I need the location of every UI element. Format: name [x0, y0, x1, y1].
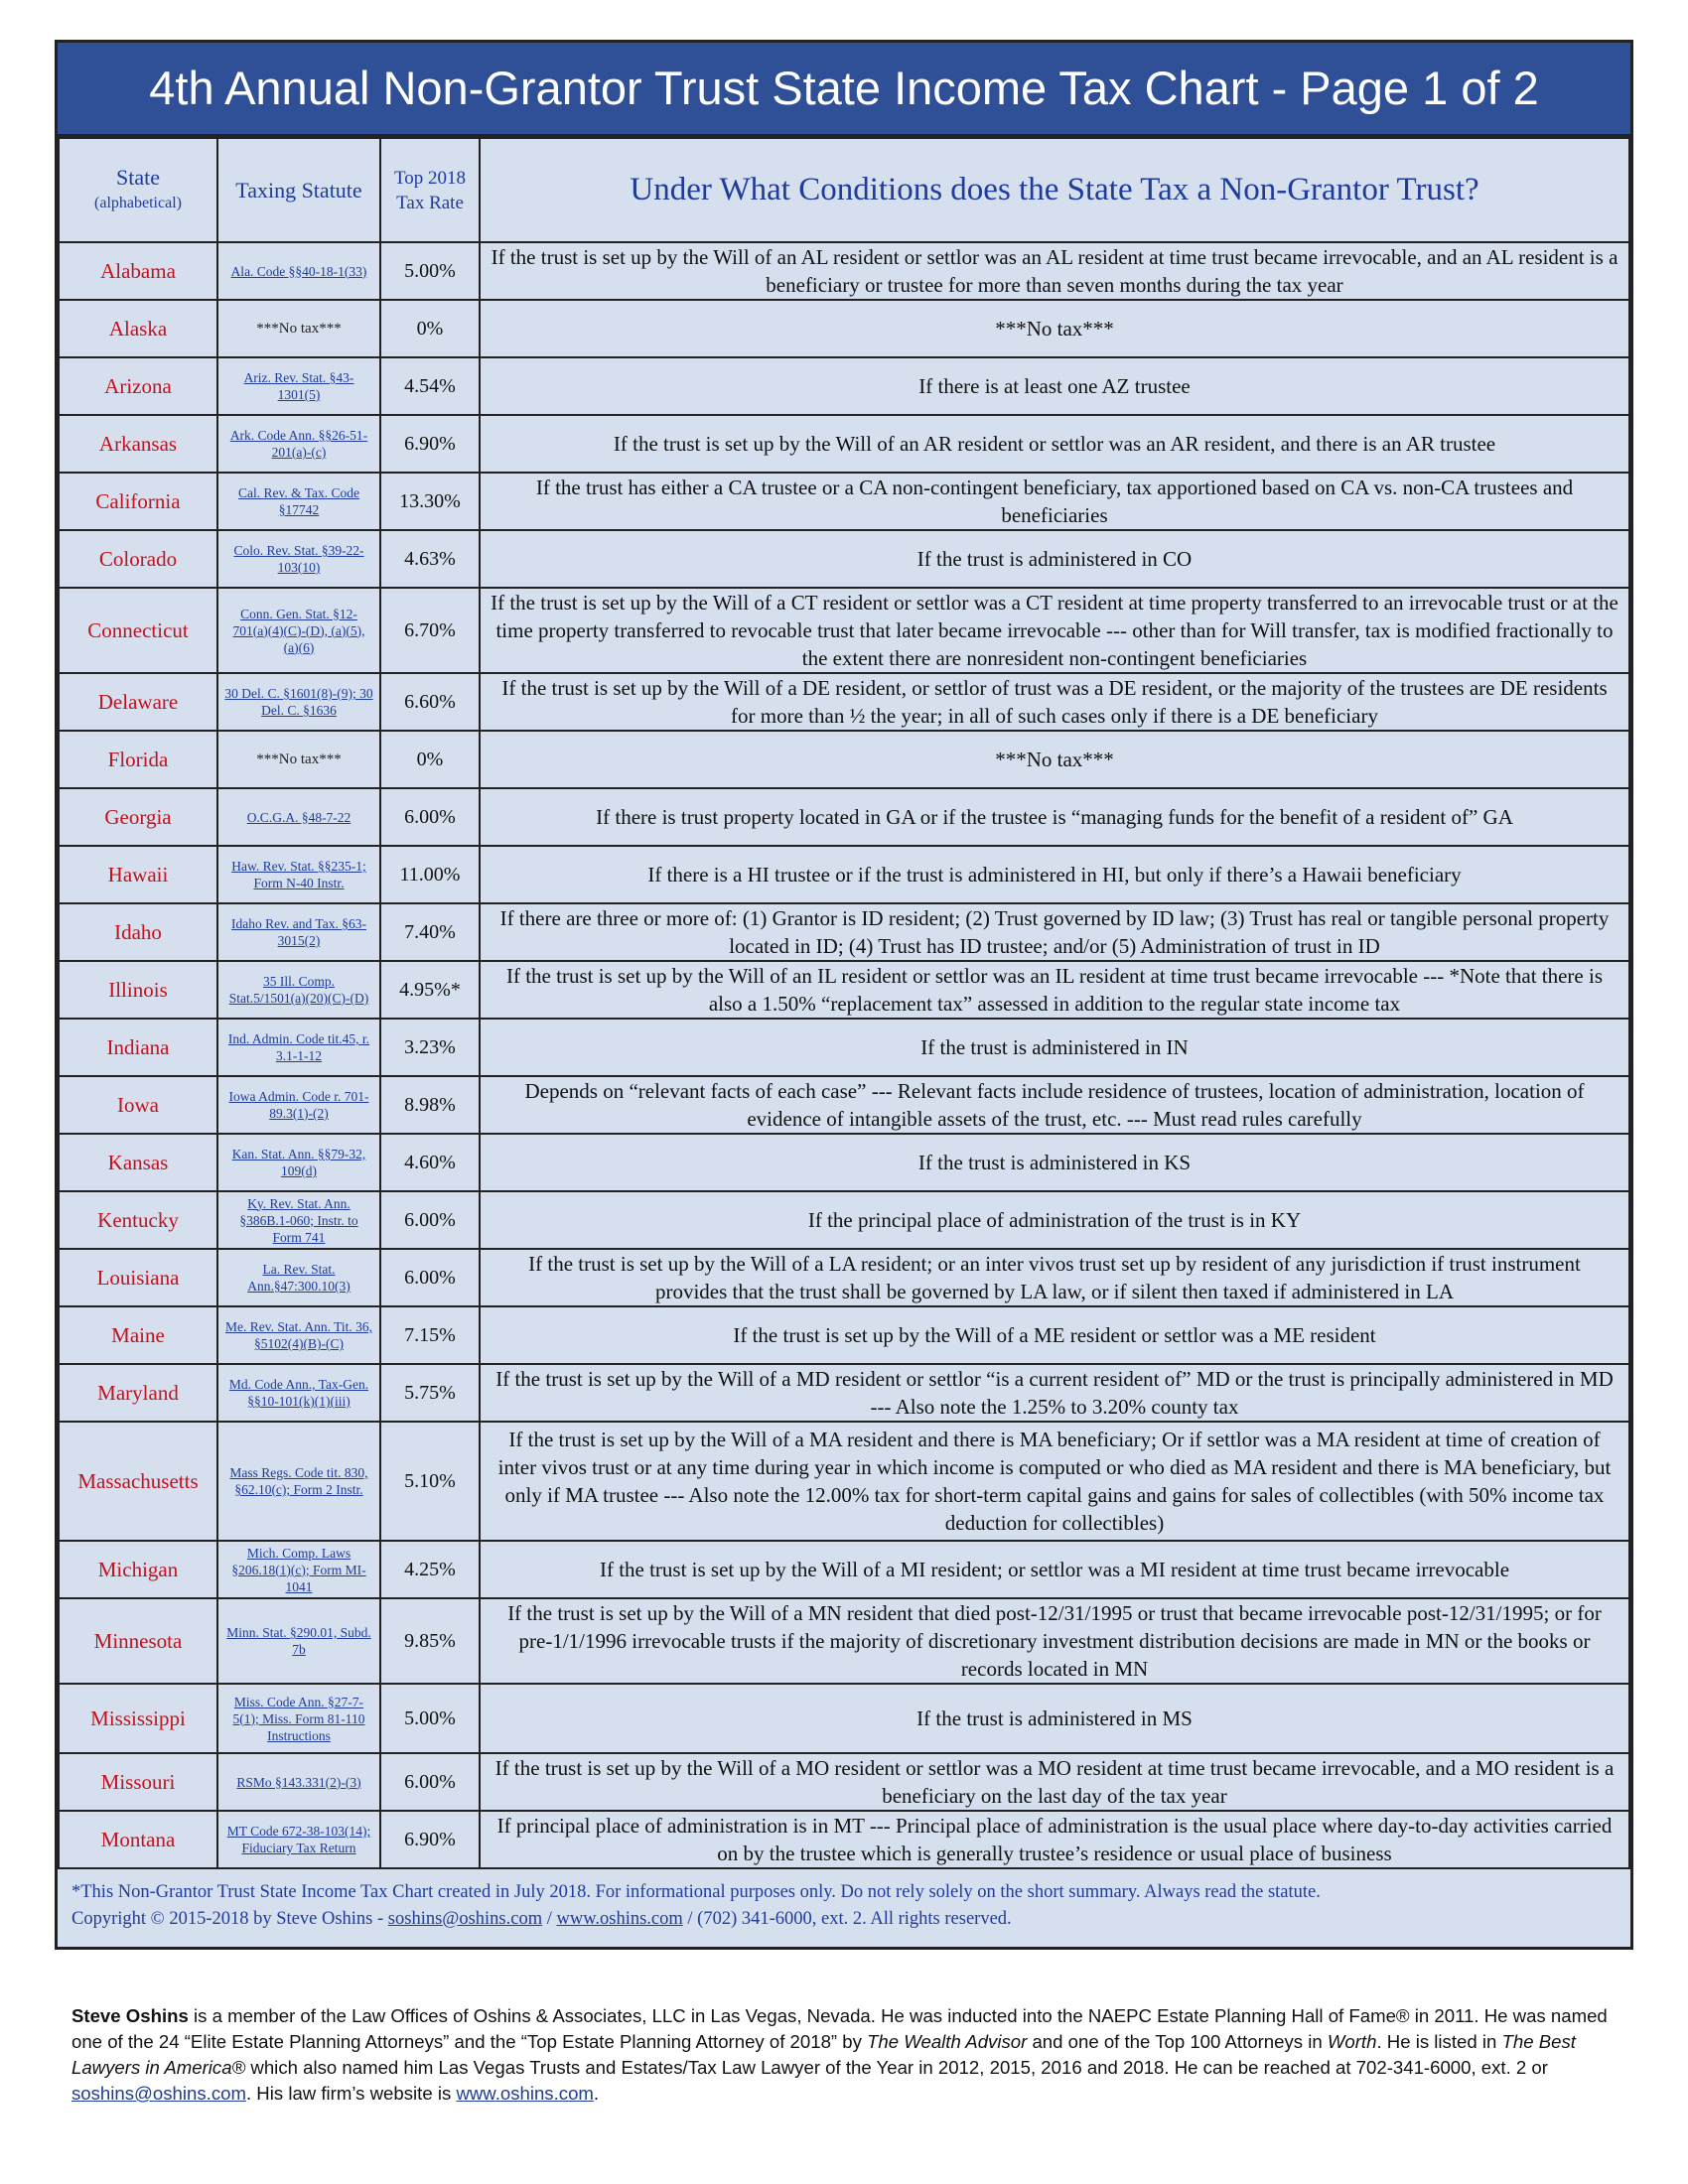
state-name: Idaho: [59, 903, 217, 961]
tax-condition: If the trust is set up by the Will of a LA resident; or an inter vivos trust set up by resident of any jurisdiction if trust instrument provides that the trust shall be governed by LA law, or if silent then taxed if administered in LA: [480, 1249, 1629, 1306]
tax-rate: 7.15%: [380, 1306, 480, 1364]
table-row: [59, 1076, 1629, 1134]
table-row: [59, 1249, 1629, 1306]
state-name: Montana: [59, 1811, 217, 1868]
tax-rate: 3.23%: [380, 1019, 480, 1076]
footnote: [58, 1869, 1630, 1947]
tax-condition: If the trust is set up by the Will of a CT resident or settlor was a CT resident at time property transferred to an irrevocable trust or at the time property transferred to revocable trust that later became irrevocable --- other than for Will transfer, tax is modified fractionally to the extent there are nonresident non-contingent beneficiaries: [480, 588, 1629, 673]
table-row: [59, 1811, 1629, 1868]
statute-link[interactable]: Ky. Rev. Stat. Ann. §386B.1-060; Instr. to Form 741: [239, 1195, 358, 1245]
state-name: Kentucky: [59, 1191, 217, 1249]
tax-rate: 4.95%*: [380, 961, 480, 1019]
tax-rate: 6.00%: [380, 1249, 480, 1306]
tax-condition: If the trust is set up by the Will of an AL resident or settlor was an AL resident at time trust became irrevocable, and an AL resident is a beneficiary or trustee for more than seven months during the tax year: [480, 242, 1629, 300]
tax-table: [58, 137, 1630, 1869]
statute-link[interactable]: Ariz. Rev. Stat. §43-1301(5): [243, 370, 354, 402]
bio-text: which also named him Las Vegas Trusts and Estates/Tax Law Lawyer of the Year in 2012, 2015, 2016 and 2018. He can be reached at 702-341-6000, ext. 2 or: [245, 2057, 1548, 2078]
taxing-statute: [217, 473, 380, 530]
statute-link[interactable]: Ala. Code §§40-18-1(33): [230, 263, 367, 279]
tax-rate: 4.54%: [380, 357, 480, 415]
state-name: Hawaii: [59, 846, 217, 903]
statute-link[interactable]: Miss. Code Ann. §27-7-5(1); Miss. Form 81-110 Instructions: [232, 1694, 365, 1743]
statute-link[interactable]: Cal. Rev. & Tax. Code §17742: [237, 485, 360, 517]
tax-rate: 5.00%: [380, 242, 480, 300]
table-row: [59, 1191, 1629, 1249]
taxing-statute: [217, 588, 380, 673]
table-row: [59, 673, 1629, 731]
statute-link[interactable]: Me. Rev. Stat. Ann. Tit. 36, §5102(4)(B)-(C): [224, 1319, 373, 1351]
statute-link[interactable]: 30 Del. C. §1601(8)-(9); 30 Del. C. §1636: [224, 686, 373, 718]
taxing-statute: [217, 1364, 380, 1422]
table-row: [59, 300, 1629, 357]
tax-condition: If the trust is set up by the Will of an AR resident or settlor was an AR resident, and there is an AR trustee: [480, 415, 1629, 473]
taxing-statute: [217, 1753, 380, 1811]
table-row: [59, 961, 1629, 1019]
tax-rate: 5.00%: [380, 1684, 480, 1753]
table-row: [59, 473, 1629, 530]
author-bio: [71, 2003, 1630, 2107]
tax-rate: 4.60%: [380, 1134, 480, 1191]
tax-condition: If the trust is set up by the Will of a MA resident and there is MA beneficiary; Or if settlor was a MA resident at time of creation of inter vivos trust or at any time during year in which income is computed or who died as MA resident and there is MA beneficiary, but only if MA trustee --- Also note the 12.00% tax for short-term capital gains and gains for sales of collectibles (with 50% income tax deduction for collectibles): [480, 1422, 1629, 1541]
copyright-text: Copyright © 2015-2018 by Steve Oshins -: [71, 1909, 388, 1929]
tax-condition: If the trust is administered in KS: [480, 1134, 1629, 1191]
tax-condition: If the trust is set up by the Will of an IL resident or settlor was an IL resident at time trust became irrevocable --- *Note that there is also a 1.50% “replacement tax” assessed in addition to the regular state income tax: [480, 961, 1629, 1019]
table-row: [59, 1541, 1629, 1598]
statute-link[interactable]: Minn. Stat. §290.01, Subd. 7b: [226, 1625, 371, 1657]
state-name: Colorado: [59, 530, 217, 588]
statute-link[interactable]: Iowa Admin. Code r. 701-89.3(1)-(2): [228, 1089, 369, 1121]
chart-title: 4th Annual Non-Grantor Trust State Income Tax Chart - Page 1 of 2: [58, 43, 1630, 137]
state-name: Massachusetts: [59, 1422, 217, 1541]
state-name: Alabama: [59, 242, 217, 300]
table-row: [59, 846, 1629, 903]
table-row: [59, 1684, 1629, 1753]
statute-link[interactable]: Mich. Comp. Laws §206.18(1)(c); Form MI-1041: [231, 1545, 366, 1594]
taxing-statute: [217, 903, 380, 961]
bio-text: is a member of the Law Offices of Oshins & Associates, LLC in Las Vegas, Nevada. He was inducted into the NAEPC Estate Planning Hall of Fame® in 2011. He was named one of the 24 “Elite Estate Planning Attorneys” and the “Top Estate Planning Attorney of 2018” by: [71, 2005, 1608, 2052]
header-row: [59, 138, 1629, 242]
phone-rights-text: / (702) 341-6000, ext. 2. All rights reserved.: [682, 1909, 1012, 1929]
header-state-label: State: [116, 164, 160, 190]
state-name: Delaware: [59, 673, 217, 731]
statute-link[interactable]: La. Rev. Stat. Ann.§47:300.10(3): [247, 1262, 351, 1294]
tax-condition: If the trust is set up by the Will of a MO resident or settlor was a MO resident at time trust became irrevocable, and a MO resident is a beneficiary on the last day of the tax year: [480, 1753, 1629, 1811]
tax-condition: If there are three or more of: (1) Grantor is ID resident; (2) Trust governed by ID law; (3) Trust has real or tangible personal property located in ID; (4) Trust has ID trustee; and/or (5) Administration of trust in ID: [480, 903, 1629, 961]
taxing-statute: [217, 530, 380, 588]
bio-text: .: [593, 2083, 600, 2104]
tax-rate: 6.70%: [380, 588, 480, 673]
tax-rate: 0%: [380, 300, 480, 357]
table-row: [59, 415, 1629, 473]
tax-condition: If there is trust property located in GA or if the trustee is “managing funds for the benefit of a resident of” GA: [480, 788, 1629, 846]
table-row: [59, 1753, 1629, 1811]
tax-condition: If the trust is set up by the Will of a DE resident, or settlor of trust was a DE resident, or the majority of the trustees are DE residents for more than ½ the year; in all of such cases only if there is a DE beneficiary: [480, 673, 1629, 731]
state-name: Indiana: [59, 1019, 217, 1076]
tax-rate: 6.60%: [380, 673, 480, 731]
table-row: [59, 588, 1629, 673]
tax-rate: 6.00%: [380, 1753, 480, 1811]
tax-rate: 7.40%: [380, 903, 480, 961]
publication-name: The Best Lawyers in America®: [71, 2031, 1576, 2078]
table-row: [59, 357, 1629, 415]
taxing-statute: [217, 1306, 380, 1364]
table-row: [59, 1019, 1629, 1076]
bio-text: . His law firm’s website is: [245, 2083, 457, 2104]
taxing-statute: [217, 731, 380, 788]
table-row: [59, 731, 1629, 788]
statute-link[interactable]: Ind. Admin. Code tit.45, r. 3.1-1-12: [227, 1031, 370, 1063]
taxing-statute: [217, 1598, 380, 1684]
tax-condition: If the trust is set up by the Will of a MI resident; or settlor was a MI resident at time trust became irrevocable: [480, 1541, 1629, 1598]
statute-link[interactable]: Conn. Gen. Stat. §12-701(a)(4)(C)-(D), (a)(5), (a)(6): [232, 606, 365, 655]
taxing-statute: [217, 1811, 380, 1868]
header-statute: Taxing Statute: [217, 138, 380, 242]
header-conditions: Under What Conditions does the State Tax a Non-Grantor Trust?: [480, 138, 1629, 242]
statute-link[interactable]: Haw. Rev. Stat. §§235-1; Form N-40 Instr.: [231, 859, 366, 890]
tax-condition: If there is a HI trustee or if the trust is administered in HI, but only if there’s a Hawaii beneficiary: [480, 846, 1629, 903]
state-name: Iowa: [59, 1076, 217, 1134]
statute-text: ***No tax***: [256, 751, 342, 767]
tax-rate: 5.10%: [380, 1422, 480, 1541]
tax-condition: If the trust is administered in MS: [480, 1684, 1629, 1753]
taxing-statute: [217, 300, 380, 357]
state-name: Maine: [59, 1306, 217, 1364]
author-name: Steve Oshins: [71, 2005, 189, 2026]
tax-condition: If the trust is set up by the Will of a ME resident or settlor was a ME resident: [480, 1306, 1629, 1364]
taxing-statute: [217, 788, 380, 846]
taxing-statute: [217, 357, 380, 415]
statute-link[interactable]: Ark. Code Ann. §§26-51-201(a)-(c): [229, 428, 368, 460]
state-name: Kansas: [59, 1134, 217, 1191]
state-name: Georgia: [59, 788, 217, 846]
tax-condition: Depends on “relevant facts of each case” --- Relevant facts include residence of trustees, location of administration, location of evidence of intangible assets of the trust, etc. --- Must read rules carefully: [480, 1076, 1629, 1134]
taxing-statute: [217, 1422, 380, 1541]
tax-rate: 9.85%: [380, 1598, 480, 1684]
taxing-statute: [217, 1684, 380, 1753]
header-rate: Top 2018 Tax Rate: [380, 138, 480, 242]
taxing-statute: [217, 1134, 380, 1191]
tax-condition: If the trust is set up by the Will of a MN resident that died post-12/31/1995 or trust that became irrevocable post-12/31/1995; or for pre-1/1/1996 irrevocable trusts if the majority of discretionary investment distribution decisions are made in MN or the books or records located in MN: [480, 1598, 1629, 1684]
tax-chart: [55, 40, 1633, 1950]
table-body: [59, 242, 1629, 1868]
state-name: Louisiana: [59, 1249, 217, 1306]
state-name: Missouri: [59, 1753, 217, 1811]
table-row: [59, 1306, 1629, 1364]
bio-text: . He is listed in: [1376, 2031, 1502, 2052]
statute-link[interactable]: 35 Ill. Comp. Stat.5/1501(a)(20)(C)-(D): [228, 974, 369, 1006]
state-name: Connecticut: [59, 588, 217, 673]
tax-rate: 6.00%: [380, 1191, 480, 1249]
tax-rate: 6.00%: [380, 788, 480, 846]
header-state-sub: (alphabetical): [94, 194, 182, 211]
statute-link[interactable]: RSMo §143.331(2)-(3): [236, 1774, 361, 1790]
state-name: Minnesota: [59, 1598, 217, 1684]
tax-condition: If the trust is administered in IN: [480, 1019, 1629, 1076]
tax-condition: If principal place of administration is in MT --- Principal place of administration is the usual place where day-to-day activities carried on by the trustee which is generally trustee’s residence or usual place of business: [480, 1811, 1629, 1868]
tax-condition: If the principal place of administration of the trust is in KY: [480, 1191, 1629, 1249]
table-row: [59, 903, 1629, 961]
bio-website-link[interactable]: www.oshins.com: [456, 2083, 594, 2104]
statute-link[interactable]: Kan. Stat. Ann. §§79-32, 109(d): [231, 1147, 366, 1178]
tax-rate: 6.90%: [380, 415, 480, 473]
statute-link[interactable]: Md. Code Ann., Tax-Gen. §§10-101(k)(1)(iii): [228, 1377, 369, 1409]
statute-link[interactable]: Idaho Rev. and Tax. §63-3015(2): [231, 916, 366, 948]
publication-name: Worth: [1327, 2031, 1377, 2052]
state-name: Mississippi: [59, 1684, 217, 1753]
tax-condition: ***No tax***: [480, 300, 1629, 357]
table-row: [59, 788, 1629, 846]
state-name: Arkansas: [59, 415, 217, 473]
statute-link[interactable]: O.C.G.A. §48-7-22: [246, 809, 352, 825]
header-state: [59, 138, 217, 242]
email-link[interactable]: soshins@oshins.com: [387, 1909, 543, 1929]
taxing-statute: [217, 1541, 380, 1598]
state-name: Maryland: [59, 1364, 217, 1422]
state-name: Alaska: [59, 300, 217, 357]
taxing-statute: [217, 1076, 380, 1134]
bio-text: and one of the Top 100 Attorneys in: [1027, 2031, 1328, 2052]
publication-name: The Wealth Advisor: [867, 2031, 1028, 2052]
tax-condition: If there is at least one AZ trustee: [480, 357, 1629, 415]
taxing-statute: [217, 415, 380, 473]
statute-link[interactable]: Mass Regs. Code tit. 830, §62.10(c); Form 2 Instr.: [229, 1465, 368, 1497]
table-row: [59, 242, 1629, 300]
state-name: Florida: [59, 731, 217, 788]
tax-rate: 0%: [380, 731, 480, 788]
taxing-statute: [217, 961, 380, 1019]
tax-rate: 6.90%: [380, 1811, 480, 1868]
tax-rate: 13.30%: [380, 473, 480, 530]
separator: /: [542, 1909, 557, 1929]
bio-email-link[interactable]: soshins@oshins.com: [71, 2083, 246, 2104]
taxing-statute: [217, 242, 380, 300]
tax-condition: If the trust is administered in CO: [480, 530, 1629, 588]
taxing-statute: [217, 846, 380, 903]
table-row: [59, 1422, 1629, 1541]
state-name: Illinois: [59, 961, 217, 1019]
state-name: Michigan: [59, 1541, 217, 1598]
tax-rate: 11.00%: [380, 846, 480, 903]
footnote-line1: *This Non-Grantor Trust State Income Tax Chart created in July 2018. For informational purposes only. Do not rely solely on the short summary. Always read the statute.: [71, 1882, 1321, 1902]
table-row: [59, 1598, 1629, 1684]
tax-rate: 4.63%: [380, 530, 480, 588]
taxing-statute: [217, 1249, 380, 1306]
tax-condition: If the trust is set up by the Will of a MD resident or settlor “is a current resident of” MD or the trust is principally administered in MD --- Also note the 1.25% to 3.20% county tax: [480, 1364, 1629, 1422]
table-row: [59, 1364, 1629, 1422]
table-row: [59, 530, 1629, 588]
state-name: California: [59, 473, 217, 530]
tax-rate: 5.75%: [380, 1364, 480, 1422]
taxing-statute: [217, 1019, 380, 1076]
website-link[interactable]: www.oshins.com: [556, 1909, 683, 1929]
tax-rate: 4.25%: [380, 1541, 480, 1598]
taxing-statute: [217, 1191, 380, 1249]
statute-link[interactable]: MT Code 672-38-103(14); Fiduciary Tax Return: [226, 1824, 371, 1855]
table-row: [59, 1134, 1629, 1191]
tax-rate: 8.98%: [380, 1076, 480, 1134]
state-name: Arizona: [59, 357, 217, 415]
tax-condition: If the trust has either a CA trustee or a CA non-contingent beneficiary, tax apportioned based on CA vs. non-CA trustees and beneficiaries: [480, 473, 1629, 530]
tax-condition: ***No tax***: [480, 731, 1629, 788]
statute-link[interactable]: Colo. Rev. Stat. §39-22-103(10): [233, 543, 364, 575]
footnote-line2: [71, 1906, 1617, 1933]
statute-text: ***No tax***: [256, 321, 342, 337]
taxing-statute: [217, 673, 380, 731]
